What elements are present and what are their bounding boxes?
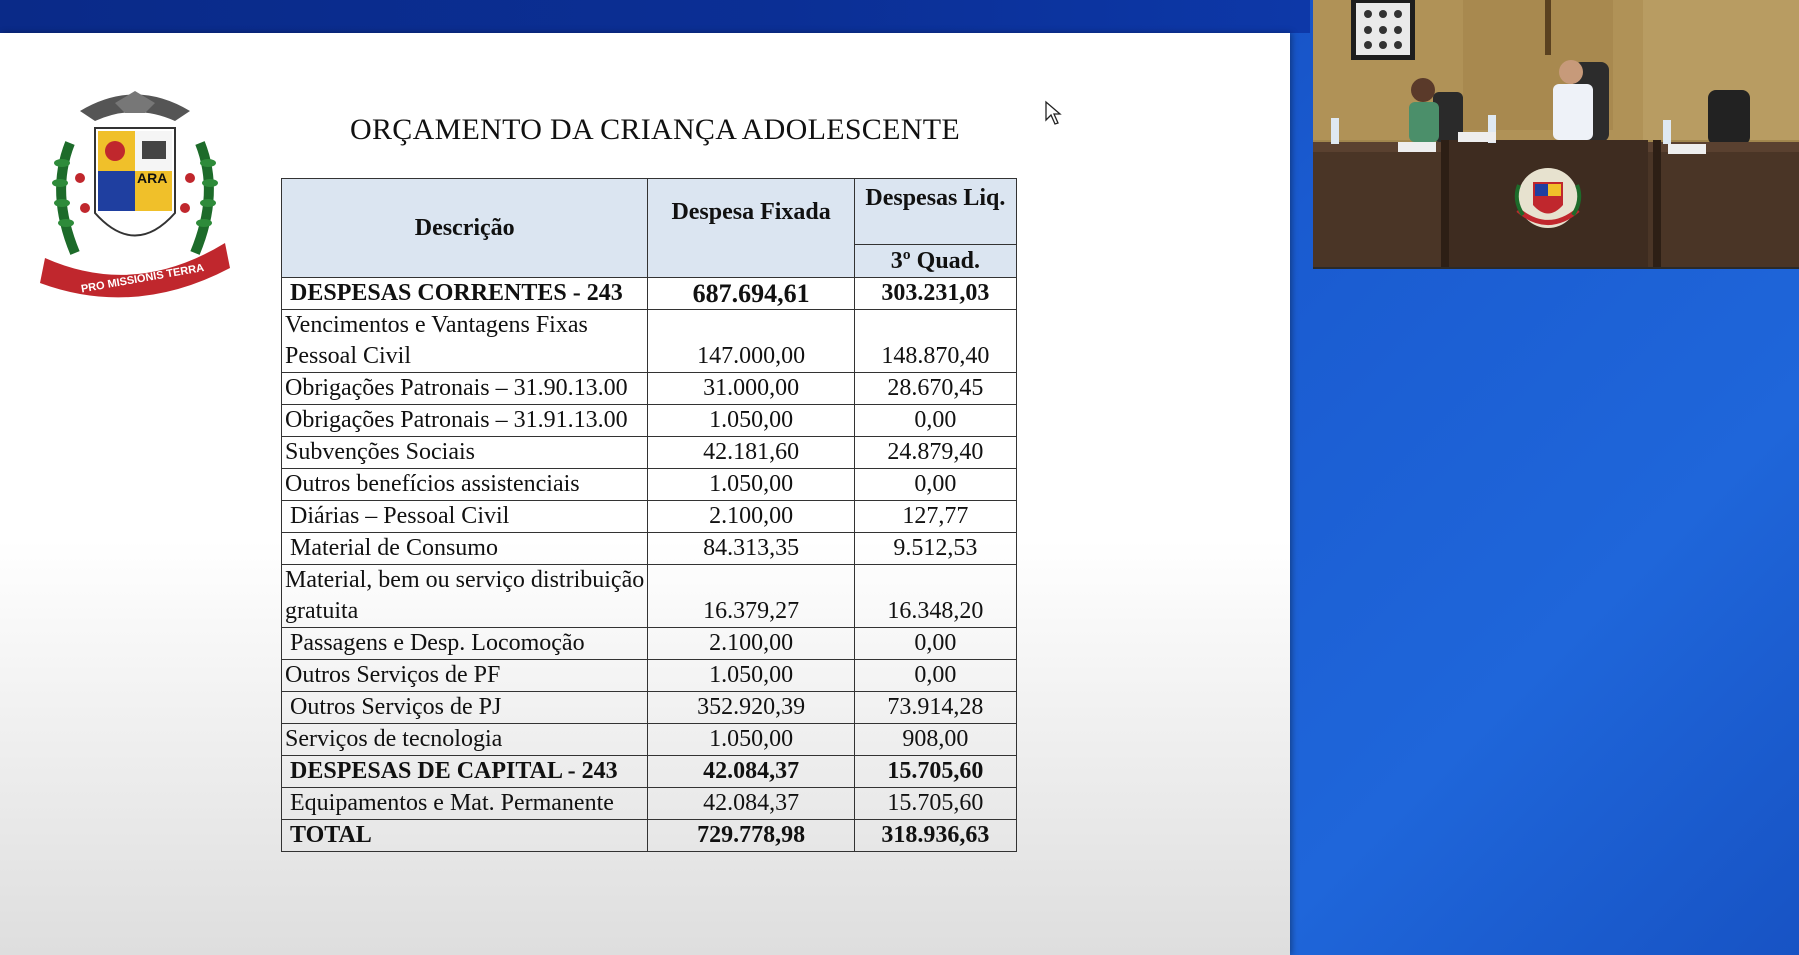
mouse-cursor-icon — [1044, 100, 1062, 126]
header-3-quad: 3º Quad. — [854, 245, 1016, 278]
row-liq: 15.705,60 — [854, 756, 1016, 788]
row-fixada: 42.084,37 — [648, 788, 854, 820]
header-despesas-liq: Despesas Liq. — [854, 179, 1016, 245]
row-liq: 73.914,28 — [854, 692, 1016, 724]
row-fixada: 1.050,00 — [648, 724, 854, 756]
row-desc: Passagens e Desp. Locomoção — [282, 628, 648, 660]
row-desc: Outros benefícios assistenciais — [282, 469, 648, 501]
row-fixada: 84.313,35 — [648, 533, 854, 565]
row-fixada: 1.050,00 — [648, 469, 854, 501]
row-fixada: 147.000,00 — [648, 310, 854, 373]
row-fixada: 31.000,00 — [648, 373, 854, 405]
row-fixada: 687.694,61 — [648, 278, 854, 310]
row-liq: 9.512,53 — [854, 533, 1016, 565]
table-row — [282, 533, 1017, 565]
header-descricao: Descrição — [282, 179, 648, 278]
table-row — [282, 660, 1017, 692]
row-liq: 148.870,40 — [854, 310, 1016, 373]
row-liq: 127,77 — [854, 501, 1016, 533]
row-fixada: 2.100,00 — [648, 628, 854, 660]
table-row — [282, 405, 1017, 437]
row-desc: Material de Consumo — [282, 533, 648, 565]
row-liq: 908,00 — [854, 724, 1016, 756]
row-desc: Obrigações Patronais – 31.91.13.00 — [282, 405, 648, 437]
table-row — [282, 501, 1017, 533]
row-desc: Equipamentos e Mat. Permanente — [282, 788, 648, 820]
row-fixada: 729.778,98 — [648, 820, 854, 852]
slide-title: ORÇAMENTO DA CRIANÇA ADOLESCENTE — [350, 113, 960, 146]
table-row — [282, 628, 1017, 660]
table-row — [282, 469, 1017, 501]
row-desc: DESPESAS CORRENTES - 243 — [282, 278, 648, 310]
presentation-slide — [0, 33, 1290, 955]
row-fixada: 42.084,37 — [648, 756, 854, 788]
row-liq: 318.936,63 — [854, 820, 1016, 852]
row-desc: Material, bem ou serviço distribuição gratuita — [282, 565, 648, 628]
row-desc: Outros Serviços de PF — [282, 660, 648, 692]
row-liq: 0,00 — [854, 660, 1016, 692]
row-desc: Obrigações Patronais – 31.90.13.00 — [282, 373, 648, 405]
row-fixada: 42.181,60 — [648, 437, 854, 469]
table-row — [282, 724, 1017, 756]
row-desc: Subvenções Sociais — [282, 437, 648, 469]
table-row — [282, 278, 1017, 310]
row-liq: 28.670,45 — [854, 373, 1016, 405]
table-row — [282, 788, 1017, 820]
council-chamber-video-icon — [1313, 0, 1799, 267]
row-fixada: 2.100,00 — [648, 501, 854, 533]
row-desc: Outros Serviços de PJ — [282, 692, 648, 724]
table-row-total — [282, 820, 1017, 852]
top-bar — [0, 0, 1310, 33]
row-desc: Vencimentos e Vantagens Fixas Pessoal Civil — [282, 310, 648, 373]
table-row — [282, 310, 1017, 373]
coat-of-arms-icon — [40, 83, 230, 308]
shield-text: ARA — [137, 170, 168, 186]
row-liq: 24.879,40 — [854, 437, 1016, 469]
table-row — [282, 756, 1017, 788]
row-liq: 15.705,60 — [854, 788, 1016, 820]
row-desc: DESPESAS DE CAPITAL - 243 — [282, 756, 648, 788]
table-row — [282, 373, 1017, 405]
row-liq: 0,00 — [854, 405, 1016, 437]
row-desc: Diárias – Pessoal Civil — [282, 501, 648, 533]
row-liq: 0,00 — [854, 628, 1016, 660]
table-header-row — [282, 179, 1017, 245]
row-desc: TOTAL — [282, 820, 648, 852]
row-desc: Serviços de tecnologia — [282, 724, 648, 756]
header-despesa-fixada: Despesa Fixada — [648, 179, 854, 278]
table-row — [282, 437, 1017, 469]
budget-table — [281, 178, 1017, 852]
row-liq: 303.231,03 — [854, 278, 1016, 310]
table-row — [282, 692, 1017, 724]
row-fixada: 1.050,00 — [648, 660, 854, 692]
ribbon-text: PRO MISSIONIS TERRA — [80, 261, 206, 296]
camera-feed — [1313, 0, 1799, 269]
row-liq: 0,00 — [854, 469, 1016, 501]
row-fixada: 352.920,39 — [648, 692, 854, 724]
table-row — [282, 565, 1017, 628]
row-fixada: 16.379,27 — [648, 565, 854, 628]
row-fixada: 1.050,00 — [648, 405, 854, 437]
row-liq: 16.348,20 — [854, 565, 1016, 628]
